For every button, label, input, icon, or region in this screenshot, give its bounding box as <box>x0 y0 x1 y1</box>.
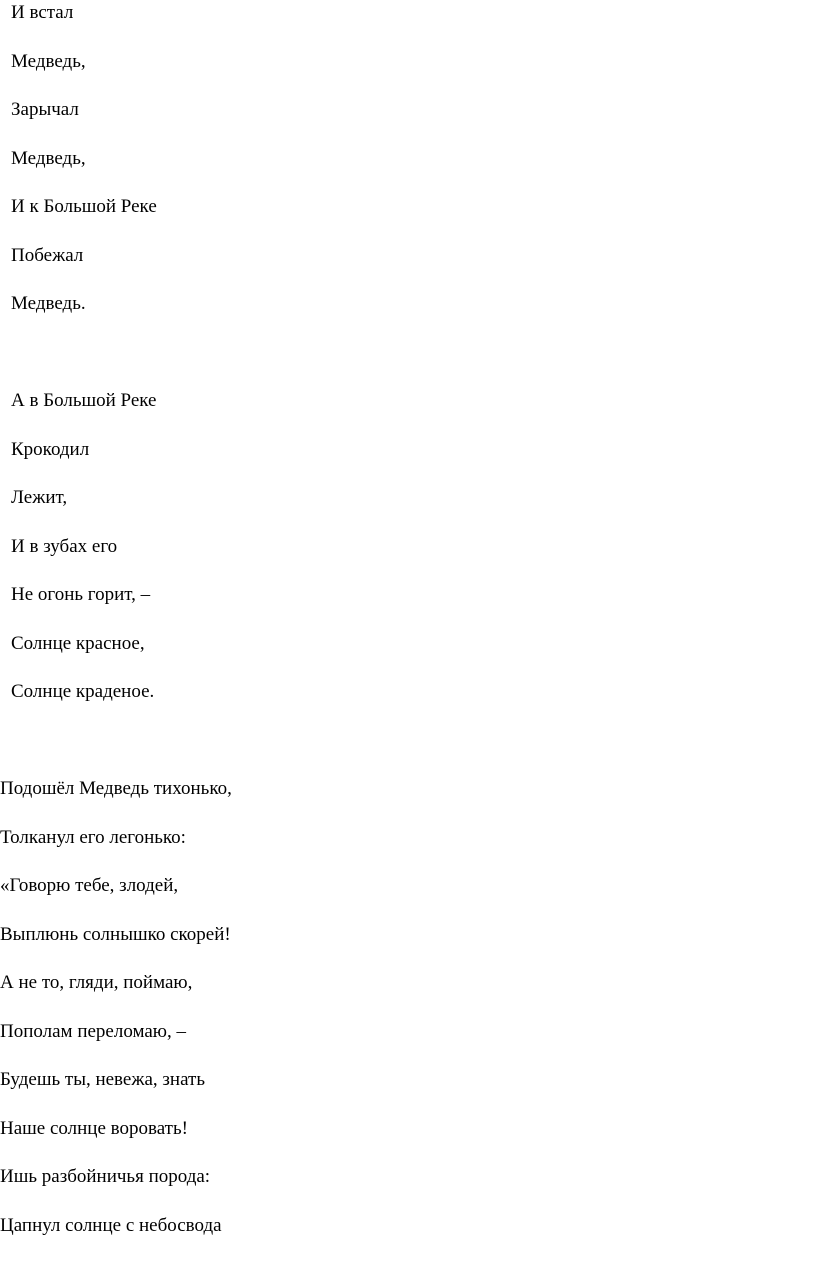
poem-line: Солнце краденое. <box>11 681 155 702</box>
poem-line: Медведь. <box>11 293 86 314</box>
poem-line: И в зубах его <box>11 536 118 557</box>
poem-line: Зарычал <box>11 99 79 120</box>
poem-line: Солнце красное, <box>11 633 145 654</box>
poem-line: Побежал <box>11 245 84 266</box>
poem-line: Пополам переломаю, – <box>0 1021 187 1042</box>
poem-line: А не то, гляди, поймаю, <box>0 972 193 993</box>
poem-line: Ишь разбойничья порода: <box>0 1166 211 1187</box>
poem-line: Выплюнь солнышко скорей! <box>0 924 231 945</box>
poem-line: Толканул его легонько: <box>0 827 186 848</box>
poem-line: И встал <box>11 2 74 23</box>
poem-line: Лежит, <box>11 487 68 508</box>
poem-line: А в Большой Реке <box>11 390 157 411</box>
poem-line: «Говорю тебе, злодей, <box>0 875 179 896</box>
poem-line: Крокодил <box>11 439 90 460</box>
poem-line: И к Большой Реке <box>11 196 157 217</box>
poem-line: Медведь, <box>11 51 86 72</box>
poem-line: Цапнул солнце с небосвода <box>0 1215 222 1236</box>
poem-line: Подошёл Медведь тихонько, <box>0 778 232 799</box>
poem-line: Наше солнце воровать! <box>0 1118 188 1139</box>
poem-line: Будешь ты, невежа, знать <box>0 1069 205 1090</box>
poem-line: Медведь, <box>11 148 86 169</box>
poem-line: Не огонь горит, – <box>11 584 151 605</box>
